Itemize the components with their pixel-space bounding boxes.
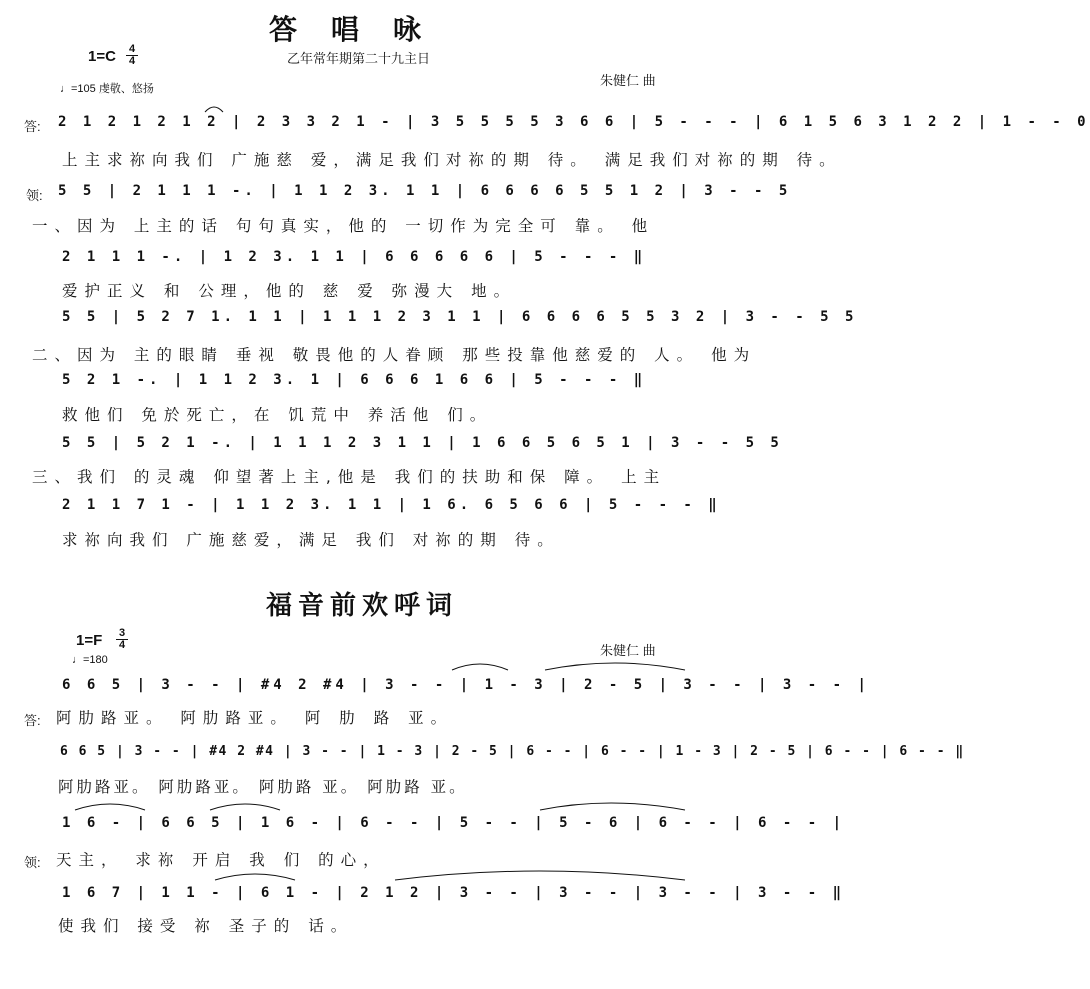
notation-row: 5 5 | 5 2 1 -. | 1 1 1 2 3 1 1 | 1 6 6 5 6 5 1 | 3 - - 5 5 [62,435,783,451]
lyrics-row: 一、因为 上主的话 句句真实，他的 一切作为完全可 靠。 他 [32,217,655,235]
lyrics-row: 三、我们 的灵魂 仰望著上主,他是 我们的扶助和保 障。 上主 [32,468,667,486]
slur-arc [210,804,280,810]
notation-row: 2 1 1 7 1 - | 1 1 2 3. 1 1 | 1 6. 6 5 6 6 | 5 - - - ‖ [62,497,721,513]
slur-arc [545,663,685,670]
lyrics-row: 爱护正义 和 公理，他的 慈 爱 弥漫大 地。 [62,282,517,300]
notation-row: 2 1 2 1 2 1 2 | 2 3 3 2 1 - | 3 5 5 5 5 3 6 6 | 5 - - - | 6 1 5 6 3 1 2 2 | 1 - - 0 [58,114,1090,130]
song1-composer: 朱健仁 曲 [600,73,656,88]
song2-composer: 朱健仁 曲 [600,643,656,658]
song1-time-num: 4 [126,44,138,56]
lyrics-row: 求祢向我们 广施慈爱，满足 我们 对祢的期 待。 [62,531,560,549]
row-label: 答: [24,119,41,134]
song2-time-den: 4 [118,639,126,651]
slur-arc [395,871,685,880]
row-label: 答: [24,713,41,728]
song2-title: 福音前欢呼词 [265,591,458,621]
slur-arc [75,804,145,810]
lyrics-row: 阿肋路亚。 阿肋路亚。 阿肋路 亚。 阿肋路 亚。 [58,778,468,796]
notation-row: 5 5 | 2 1 1 1 -. | 1 1 2 3. 1 1 | 6 6 6 6 5 5 1 2 | 3 - - 5 [58,183,792,199]
song1-subtitle: 乙年常年期第二十九主日 [287,51,431,66]
notation-row: 5 5 | 5 2 7 1. 1 1 | 1 1 1 2 3 1 1 | 6 6 6 6 5 5 3 2 | 3 - - 5 5 [62,309,858,325]
slur-arc [452,664,508,670]
notation-row: 1 6 7 | 1 1 - | 6 1 - | 2 1 2 | 3 - - | 3 - - | 3 - - | 3 - - ‖ [62,885,846,901]
notation-row: 6 6 5 | 3 - - | #4 2 #4 | 3 - - | 1 - 3 | 2 - 5 | 6 - - | 6 - - | 1 - 3 | 2 - 5 | 6 - - | 6 - - ‖ [60,744,965,759]
row-label: 领: [26,188,43,203]
lyrics-row: 救他们 免於死亡，在 饥荒中 养活他 们。 [62,406,493,424]
song2-key: 1=F [76,632,103,649]
song1-time-den: 4 [128,55,136,67]
notation-row: 6 6 5 | 3 - - | #4 2 #4 | 3 - - | 1 - 3 | 2 - 5 | 3 - - | 3 - - | [62,677,870,693]
row-label: 领: [24,855,41,870]
song1-tempo: ♩=105 虔敬、悠扬 [60,83,154,95]
lyrics-row: 使我们 接受 祢 圣子的 话。 [58,917,354,935]
notation-row: 1 6 - | 6 6 5 | 1 6 - | 6 - - | 5 - - | 5 - 6 | 6 - - | 6 - - | [62,815,846,831]
lyrics-row: 阿肋路亚。 阿肋路亚。 阿 肋 路 亚。 [56,709,454,727]
song2-tempo: ♩=180 [72,654,108,666]
notation-row: 5 2 1 -. | 1 1 2 3. 1 | 6 6 6 1 6 6 | 5 - - - ‖ [62,372,647,388]
slur-arc [540,803,685,810]
notation-row: 2 1 1 1 -. | 1 2 3. 1 1 | 6 6 6 6 6 | 5 - - - ‖ [62,249,647,265]
slur-arc [205,107,223,112]
lyrics-row: 上主求祢向我们 广施慈 爱，满足我们对祢的期 待。 满足我们对祢的期 待。 [62,151,842,169]
song1-key: 1=C [88,48,116,65]
lyrics-row: 天主， 求祢 开启 我 们 的心， [56,851,386,869]
slur-arc [215,874,295,880]
song2-time-num: 3 [116,628,128,640]
song1-title: 答唱咏 [268,13,455,46]
lyrics-row: 二、因为 主的眼睛 垂视 敬畏他的人眷顾 那些投靠他慈爱的 人。 他为 [32,346,757,364]
